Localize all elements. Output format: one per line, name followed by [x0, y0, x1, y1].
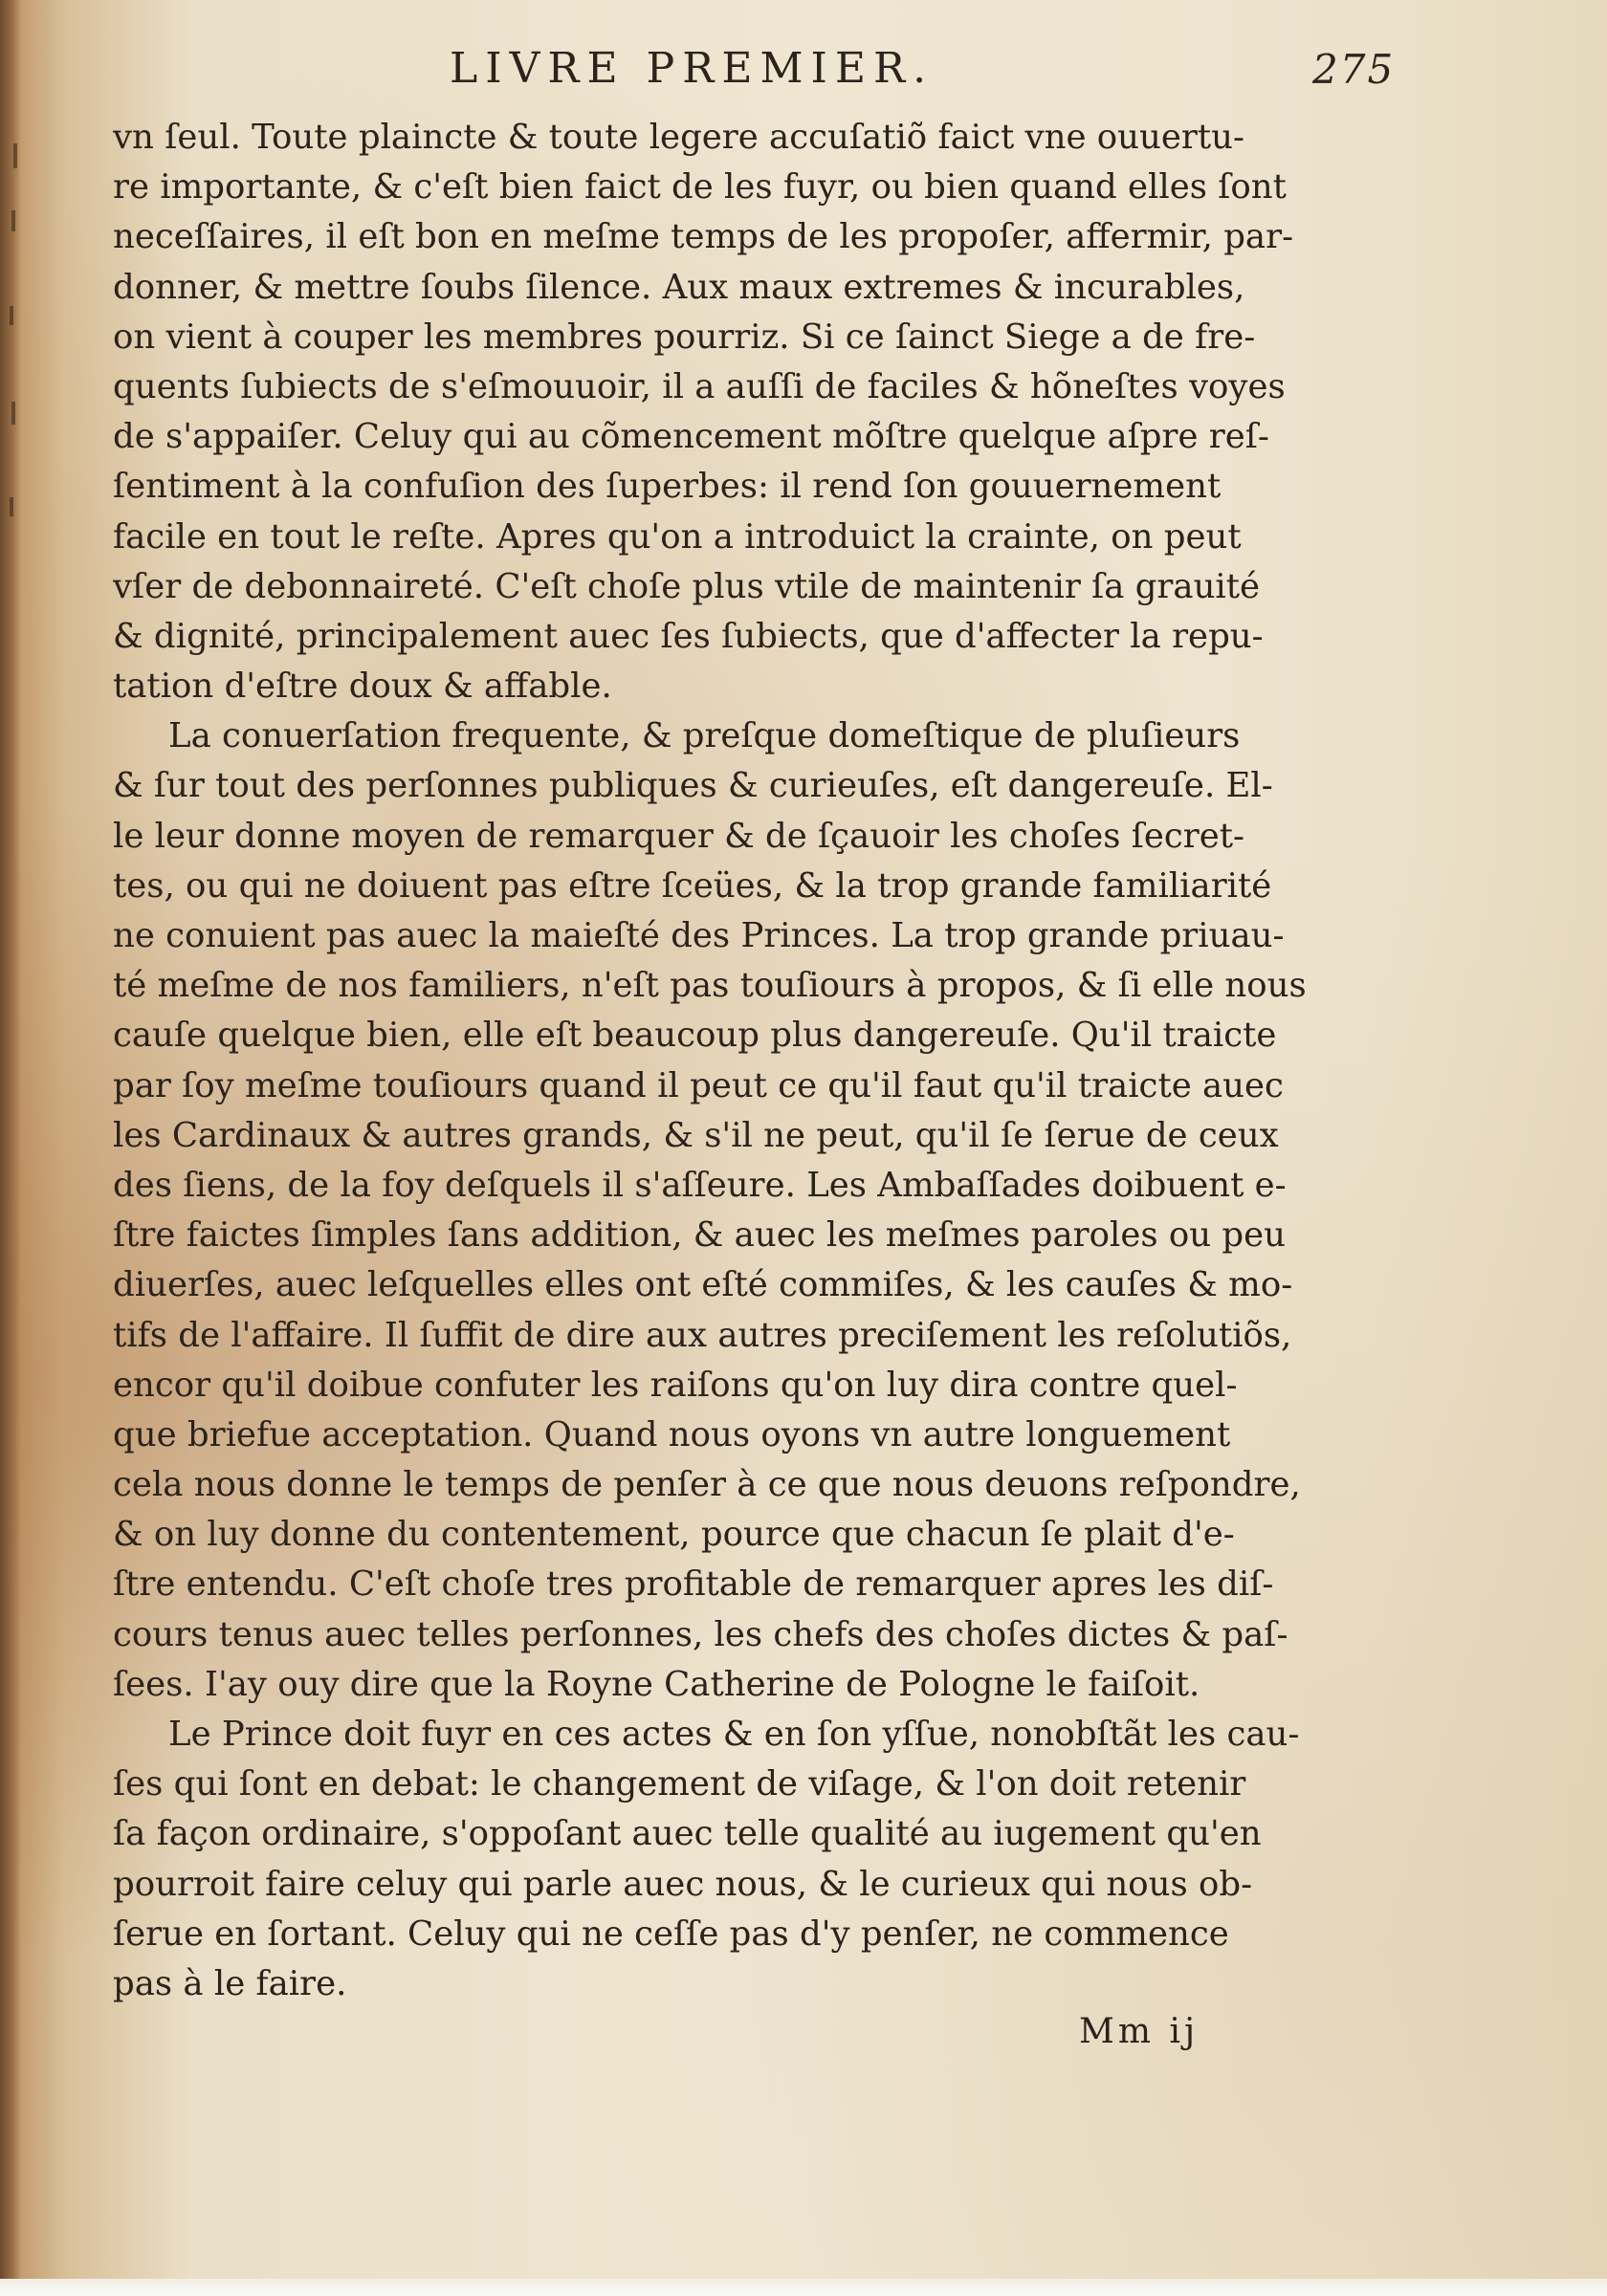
text-line: ſa façon ordinaire, s'oppoſant auec telle qualité au iugement qu'en	[113, 1814, 1262, 1854]
text-line: ſees. I'ay ouy dire que la Royne Catherine de Pologne le faiſoit.	[113, 1664, 1200, 1704]
text-line: facile en tout le reſte. Apres qu'on a introduict la crainte, on peut	[113, 516, 1242, 557]
text-line: neceſſaires, il eſt bon en meſme temps de les propoſer, affermir, par-	[113, 217, 1294, 257]
text-line: & on luy donne du contentement, pource que chacun ſe plait d'e-	[113, 1515, 1235, 1555]
text-line: tifs de l'affaire. Il ſuffit de dire aux autres preciſement les reſolutiõs,	[113, 1315, 1292, 1355]
page-number: 275	[1312, 46, 1396, 93]
margin-mark	[10, 306, 13, 325]
text-line: pourroit faire celuy qui parle auec nous, & le curieux qui nous ob-	[113, 1864, 1253, 1904]
text-line: donner, & mettre ſoubs ſilence. Aux maux extremes & incurables,	[113, 267, 1245, 307]
running-title: LIVRE PREMIER.	[450, 44, 935, 93]
text-line: diuerſes, auec leſquelles elles ont eſté commiſes, & les cauſes & mo-	[113, 1265, 1293, 1305]
text-line: vſer de debonnaireté. C'eſt choſe plus vtile de maintenir ſa grauité	[113, 566, 1261, 606]
text-line: les Cardinaux & autres grands, & s'il ne peut, qu'il ſe ſerue de ceux	[113, 1115, 1279, 1155]
text-line: ſtre entendu. C'eſt choſe tres profitable de remarquer apres les diſ-	[113, 1564, 1274, 1605]
text-line: cours tenus auec telles perſonnes, les chefs des choſes dictes & paſ-	[113, 1614, 1288, 1654]
text-line: re importante, & c'eſt bien faict de les fuyr, ou bien quand elles ſont	[113, 167, 1287, 208]
text-line: cauſe quelque bien, elle eſt beaucoup plus dangereuſe. Qu'il traicte	[113, 1016, 1277, 1056]
page-header	[0, 44, 1607, 101]
text-line: le leur donne moyen de remarquer & de ſçauoir les choſes ſecret-	[113, 816, 1244, 856]
text-line: pas à le faire.	[113, 1963, 347, 2003]
page-bottom-edge	[0, 2279, 1607, 2296]
margin-mark	[11, 210, 15, 231]
text-line: vn ſeul. Toute plaincte & toute legere accuſatiõ faict vne ouuertu-	[113, 118, 1244, 157]
text-line: on vient à couper les membres pourriz. Si ce ſainct Siege a de fre-	[113, 317, 1256, 357]
paragraph	[113, 1710, 1385, 2009]
text-line: par ſoy meſme touſiours quand il peut ce qu'il faut qu'il traicte auec	[113, 1065, 1284, 1105]
text-line: & dignité, principalement auec ſes ſubiects, que d'affecter la repu-	[113, 616, 1264, 656]
text-line: de s'appaiſer. Celuy qui au cõmencement mõſtre quelque aſpre reſ-	[113, 417, 1269, 457]
margin-mark	[11, 402, 15, 425]
text-line: ſerue en ſortant. Celuy qui ne ceſſe pas d'y penſer, ne commence	[113, 1913, 1229, 1954]
paragraph	[113, 113, 1385, 711]
text-line: ſes qui ſont en debat: le changement de viſage, & l'on doit retenir	[113, 1764, 1246, 1804]
text-line: cela nous donne le temps de penſer à ce que nous deuons reſpondre,	[113, 1465, 1301, 1505]
text-line: & ſur tout des perſonnes publiques & curieuſes, eſt dangereuſe. El-	[113, 766, 1273, 806]
text-line: tes, ou qui ne doiuent pas eſtre ſceües, & la trop grande familiarité	[113, 865, 1272, 906]
text-line: ne conuient pas auec la maieſté des Princes. La trop grande priuau-	[113, 916, 1285, 955]
text-line: Le Prince doit fuyr en ces actes & en ſon yſſue, nonobſtãt les cau-	[168, 1715, 1300, 1754]
margin-mark	[13, 143, 17, 168]
margin-mark	[10, 497, 13, 516]
page-binding-edge	[0, 0, 21, 2296]
text-line: que briefue acceptation. Quand nous oyons vn autre longuement	[113, 1414, 1231, 1454]
text-line: ſentiment à la confuſion des ſuperbes: il rend ſon gouuernement	[113, 467, 1222, 507]
text-line: tation d'eſtre doux & affable.	[113, 667, 612, 707]
paragraph	[113, 711, 1385, 1710]
text-line: La conuerſation frequente, & preſque domeſtique de pluſieurs	[168, 716, 1241, 756]
signature-mark: Mm ij	[1079, 2012, 1200, 2051]
text-line: té meſme de nos familiers, n'eſt pas touſiours à propos, & ſi elle nous	[113, 966, 1307, 1006]
text-line: encor qu'il doibue confuter les raiſons qu'on luy dira contre quel-	[113, 1365, 1238, 1405]
body-text	[113, 113, 1385, 2009]
text-line: des ſiens, de la foy deſquels il s'aſſeure. Les Ambaſſades doibuent e-	[113, 1165, 1287, 1205]
text-line: ſtre faictes ſimples ſans addition, & auec les meſmes paroles ou peu	[113, 1215, 1286, 1256]
text-line: quents ſubiects de s'eſmouuoir, il a auſſi de faciles & hõneſtes voyes	[113, 366, 1286, 406]
